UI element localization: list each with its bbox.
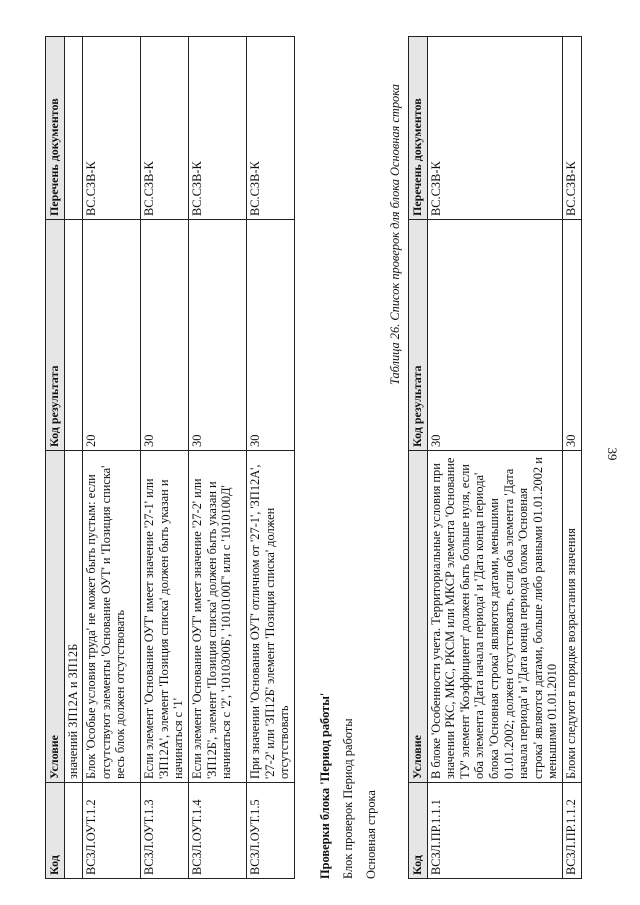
header-condition: Условие [409,451,428,783]
cell-condition: Если элемент 'Основание ОУТ' имеет значение '27-2' или 'ЗП12Б', элемент 'Позиция списка' должен быть указан и начинаться с '2', '1010300Б', '1010100Г' или с '1010100Д' [188,451,246,783]
header-code: Код [409,783,428,879]
cell-code: ВСЗЛ.ОУТ.1.4 [188,783,246,879]
table-row [427,37,562,879]
table-row [246,37,294,879]
cell-docs: ВС.СЗВ-К [427,37,562,220]
cell-result: 20 [83,220,141,451]
cell-condition: Если элемент 'Основание ОУТ' имеет значение '27-1' или 'ЗП12А', элемент 'Позиция списка' должен быть указан и начинаться с '1' [141,451,189,783]
table-header-row [409,37,428,879]
cell-condition: Блоки следуют в порядке возрастания значения [562,451,581,783]
cell-docs: ВС.СЗВ-К [141,37,189,220]
table-header-row [46,37,65,879]
cell-code: ВСЗЛ.ПР.1.1.1 [427,783,562,879]
cell-docs [64,37,83,220]
checks-table-top [45,36,295,879]
table-caption: Таблица 26. Список проверок для блока Основная строка [388,84,402,385]
cell-docs: ВС.СЗВ-К [246,37,294,220]
cell-condition: В блоке 'Особенности учета. Территориальные условия при значении РКС, МКС, РКСМ или МКСР элемента 'Основание ТУ' элемент 'Коэффициент' должен быть больше нуля, если оба элемента 'Дата начала периода' и 'Дата конца периода' блока 'Основная строка' являются датами, меньшими 01.01.2002; должен отсутствовать, если оба элемента 'Дата начала периода' и 'Дата конца периода блока 'Основная строка' являются датами, больше либо равными 01.01.2002 и меньшими 01.01.2010 [427,451,562,783]
section-title: Проверки блока 'Период работы' [318,692,332,879]
header-result-code: Код результата [409,220,428,451]
header-condition: Условие [46,451,65,783]
cell-code: ВСЗЛ.ОУТ.1.5 [246,783,294,879]
cell-result: 30 [188,220,246,451]
cell-condition: При значении 'Основания ОУТ' отличном от '27-1', 'ЗП12А', '27-2' или 'ЗП12Б' элемент 'Позиция списка' должен отсутствовать [246,451,294,783]
table-row [83,37,141,879]
cell-docs: ВС.СЗВ-К [562,37,581,220]
cell-code: ВСЗЛ.ПР.1.1.2 [562,783,581,879]
cell-result: 30 [246,220,294,451]
table-row [562,37,581,879]
string-label: Основная строка [364,790,378,879]
header-documents: Перечень документов [46,37,65,220]
table-row-continuation [64,37,83,879]
header-result-code: Код результата [46,220,65,451]
header-code: Код [46,783,65,879]
cell-result: 30 [141,220,189,451]
cell-result: 30 [562,220,581,451]
cell-docs: ВС.СЗВ-К [83,37,141,220]
checks-table-bottom [408,36,582,879]
cell-condition: значений ЗП12А и ЗП12Б [64,451,83,783]
cell-docs: ВС.СЗВ-К [188,37,246,220]
table-row [141,37,189,879]
cell-result [64,220,83,451]
cell-result: 30 [427,220,562,451]
header-documents: Перечень документов [409,37,428,220]
block-label: Блок проверок Период работы [341,718,355,879]
cell-code [64,783,83,879]
cell-code: ВСЗЛ.ОУТ.1.3 [141,783,189,879]
cell-code: ВСЗЛ.ОУТ.1.2 [83,783,141,879]
page-number: 39 [605,447,620,461]
cell-condition: Блок 'Особые условия труда' не может быть пустым: если отсутствуют элементы 'Основание ОУТ' и 'Позиция списка' весь блок должен отсутствовать [83,451,141,783]
table-row [188,37,246,879]
